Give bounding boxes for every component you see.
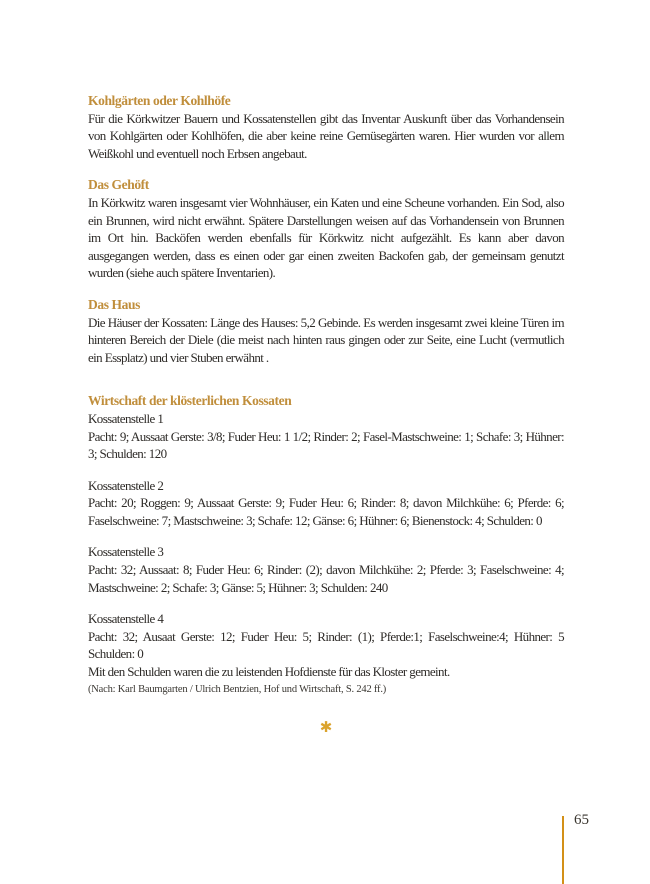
closing-note: Mit den Schulden waren die zu leistenden Hofdienste für das Kloster gemeint. xyxy=(88,664,450,680)
section-heading: Das Haus xyxy=(88,296,140,312)
entry-details: Pacht: 32; Aussaat: 8; Fuder Heu: 6; Rinder: (2); davon Milchkühe: 2; Pferde: 3; Faselschweine: 4; Mastschweine: 2; Schafe: 3; Gänse: 5; Hühner: 3; Schulden: 240 xyxy=(88,562,564,595)
kossatenstelle-entry-3 xyxy=(88,543,564,596)
entry-title: Kossatenstelle 4 xyxy=(88,611,164,627)
footer-rule xyxy=(562,816,564,884)
section-heading: Das Gehöft xyxy=(88,177,149,193)
section-haus xyxy=(88,296,564,366)
asterisk-icon: ✱ xyxy=(319,718,333,737)
entry-title: Kossatenstelle 3 xyxy=(88,544,164,560)
section-paragraph: Für die Körkwitzer Bauern und Kossatenstellen gibt das Inventar Auskunft über das Vorhandensein von Kohlgärten oder Kohlhöfen, die aber keine reine Gemüsegärten waren. Hier wurden vor allem Weißkohl und eventuell noch Erbsen angebaut. xyxy=(88,110,564,161)
source-citation: (Nach: Karl Baumgarten / Ulrich Bentzien, Hof und Wirtschaft, S. 242 ff.) xyxy=(88,683,387,695)
entry-details: Pacht: 20; Roggen: 9; Aussaat Gerste: 9; Fuder Heu: 6; Rinder: 8; davon Milchkühe: 6; Pferde: 6; Faselschweine: 7; Mastschweine: 3; Schafe: 12; Gänse: 6; Hühner: 6; Bienenstock: 4; Schulden: 0 xyxy=(88,495,564,528)
section-heading: Wirtschaft der klösterlichen Kossaten xyxy=(88,393,292,409)
section-heading: Kohlgärten oder Kohlhöfe xyxy=(88,93,231,108)
kossatenstelle-entry-1 xyxy=(88,410,564,463)
page-number: 65 xyxy=(574,812,589,828)
page-content xyxy=(88,92,564,737)
kossatenstelle-entry-4 xyxy=(88,610,564,663)
entry-title: Kossatenstelle 2 xyxy=(88,477,164,493)
kossatenstelle-entry-2 xyxy=(88,477,564,530)
entry-title: Kossatenstelle 1 xyxy=(88,410,164,426)
section-kohlgaerten xyxy=(88,92,564,162)
section-gehoeft xyxy=(88,176,564,282)
section-wirtschaft xyxy=(88,392,564,663)
entry-details: Pacht: 32; Ausaat Gerste: 12; Fuder Heu: 5; Rinder: (1); Pferde:1; Faselschweine:4; Hühner: 5 Schulden: 0 xyxy=(88,628,564,662)
section-paragraph: Die Häuser der Kossaten: Länge des Hauses: 5,2 Gebinde. Es werden insgesamt zwei kleine Türen im hinteren Bereich der Diele (die meist nach hinten raus gingen oder zur Seite, eine Lucht (vermutlich ein Essplatz) und vier Stuben erwähnt . xyxy=(88,314,564,365)
section-divider xyxy=(88,719,564,737)
entry-details: Pacht: 9; Aussaat Gerste: 3/8; Fuder Heu: 1 1/2; Rinder: 2; Fasel-Mastschweine: 1; Schafe: 3; Hühner: 3; Schulden: 120 xyxy=(88,428,564,462)
section-paragraph: In Körkwitz waren insgesamt vier Wohnhäuser, ein Katen und eine Scheune vorhanden. Ein Sod, also ein Brunnen, wird nicht erwähnt. Spätere Darstellungen weisen auf das Vorhandensein von Brunnen im Ort hin. Backöfen werden ebenfalls für Körkwitz nicht aufgezählt. Es kann aber davon ausgegangen werden, dass es einen oder gar einen zweiten Backofen gab, der gemeinsam genutzt wurden (siehe auch spätere Inventarien). xyxy=(88,194,564,281)
